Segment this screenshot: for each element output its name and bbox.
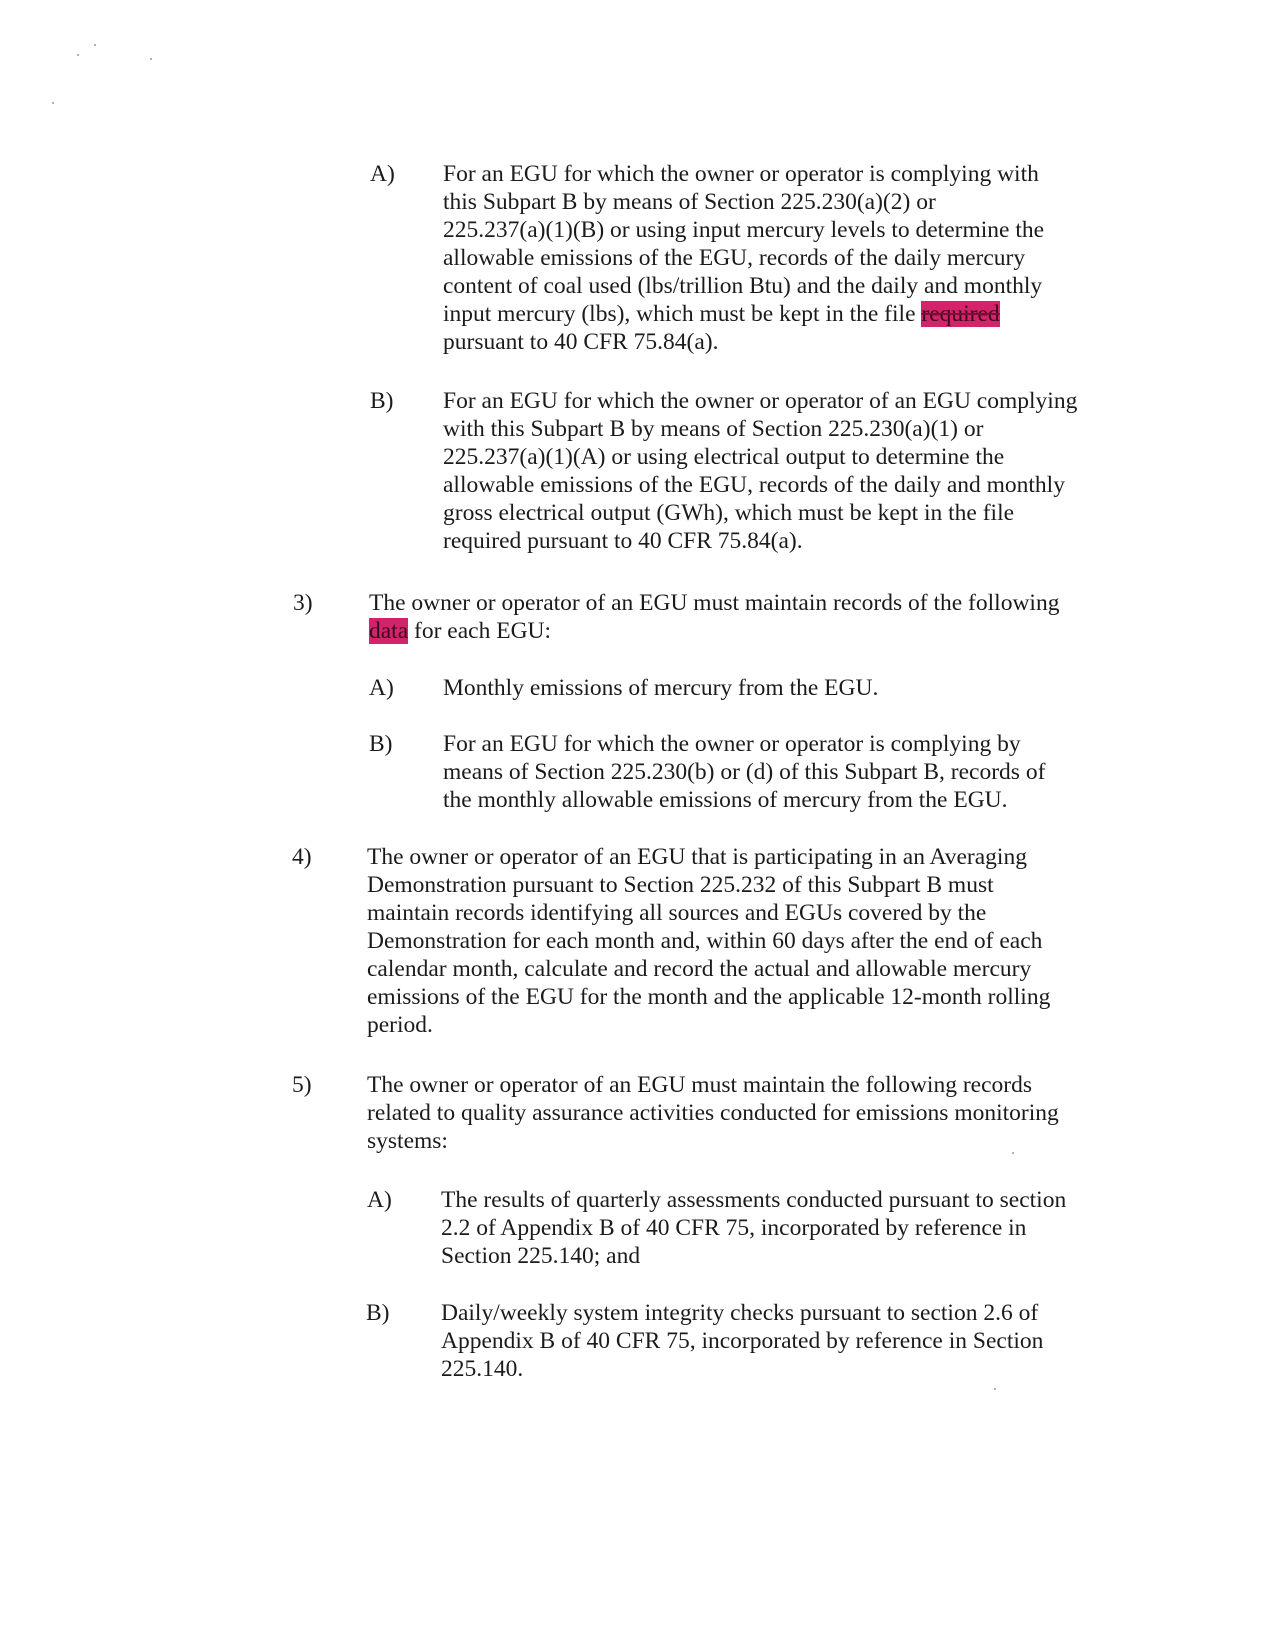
text-segment: input mercury (lbs), which must be kept in the file — [443, 301, 922, 327]
scan-speck — [994, 1388, 996, 1390]
scan-speck — [94, 44, 96, 46]
text-line: calendar month, calculate and record the actual and allowable mercury — [367, 956, 1032, 982]
scan-speck — [150, 58, 152, 60]
text-line: Daily/weekly system integrity checks pursuant to section 2.6 of — [441, 1300, 1039, 1326]
item-label: A) — [369, 675, 394, 701]
text-line: maintain records identifying all sources and EGUs covered by the — [367, 900, 987, 926]
text-segment: for each EGU: — [408, 618, 552, 644]
text-line: The owner or operator of an EGU must maintain the following records — [367, 1072, 1032, 1098]
scan-speck — [77, 54, 79, 56]
text-line: allowable emissions of the EGU, records of the daily mercury — [443, 245, 1026, 271]
item-label: A) — [370, 161, 395, 187]
text-line: gross electrical output (GWh), which must be kept in the file — [443, 500, 1015, 526]
item-label: A) — [367, 1187, 392, 1213]
text-line: 225.237(a)(1)(B) or using input mercury levels to determine the — [443, 217, 1045, 243]
item-label: B) — [370, 388, 394, 414]
text-line: 225.237(a)(1)(A) or using electrical output to determine the — [443, 444, 1005, 470]
text-line: pursuant to 40 CFR 75.84(a). — [443, 329, 719, 355]
text-line: this Subpart B by means of Section 225.230(a)(2) or — [443, 189, 936, 215]
item-label: B) — [369, 731, 393, 757]
text-line: Appendix B of 40 CFR 75, incorporated by reference in Section — [441, 1328, 1044, 1354]
text-line-with-highlight — [369, 617, 551, 645]
text-line: Section 225.140; and — [441, 1243, 641, 1269]
scan-speck — [52, 102, 54, 104]
highlighted-word: data — [369, 618, 409, 644]
text-line: Demonstration pursuant to Section 225.232 of this Subpart B must — [367, 872, 994, 898]
text-line: emissions of the EGU for the month and the applicable 12-month rolling — [367, 984, 1051, 1010]
text-line: 225.140. — [441, 1356, 524, 1382]
text-line: The results of quarterly assessments conducted pursuant to section — [441, 1187, 1067, 1213]
text-line: Demonstration for each month and, within 60 days after the end of each — [367, 928, 1043, 954]
item-label: 4) — [292, 844, 312, 870]
text-line: The owner or operator of an EGU must maintain records of the following — [369, 590, 1060, 616]
text-line: Monthly emissions of mercury from the EGU. — [443, 675, 879, 701]
text-line: related to quality assurance activities conducted for emissions monitoring — [367, 1100, 1059, 1126]
text-line: For an EGU for which the owner or operator of an EGU complying — [443, 388, 1078, 414]
text-line: For an EGU for which the owner or operator is complying with — [443, 161, 1039, 187]
text-line: 2.2 of Appendix B of 40 CFR 75, incorporated by reference in — [441, 1215, 1027, 1241]
text-line: means of Section 225.230(b) or (d) of this Subpart B, records of — [443, 759, 1046, 785]
text-line: required pursuant to 40 CFR 75.84(a). — [443, 528, 803, 554]
item-label: B) — [366, 1300, 390, 1326]
text-line-with-strike — [443, 300, 1000, 328]
text-line: period. — [367, 1012, 433, 1038]
text-line: For an EGU for which the owner or operator is complying by — [443, 731, 1021, 757]
text-line: systems: — [367, 1128, 448, 1154]
item-label: 3) — [293, 590, 313, 616]
scan-speck — [1012, 1152, 1014, 1154]
text-line: the monthly allowable emissions of mercury from the EGU. — [443, 787, 1008, 813]
text-line: content of coal used (lbs/trillion Btu) and the daily and monthly — [443, 273, 1043, 299]
text-line: with this Subpart B by means of Section 225.230(a)(1) or — [443, 416, 984, 442]
text-line: allowable emissions of the EGU, records of the daily and monthly — [443, 472, 1065, 498]
item-label: 5) — [292, 1072, 312, 1098]
struck-highlight-word: required — [921, 301, 1000, 327]
text-line: The owner or operator of an EGU that is participating in an Averaging — [367, 844, 1027, 870]
